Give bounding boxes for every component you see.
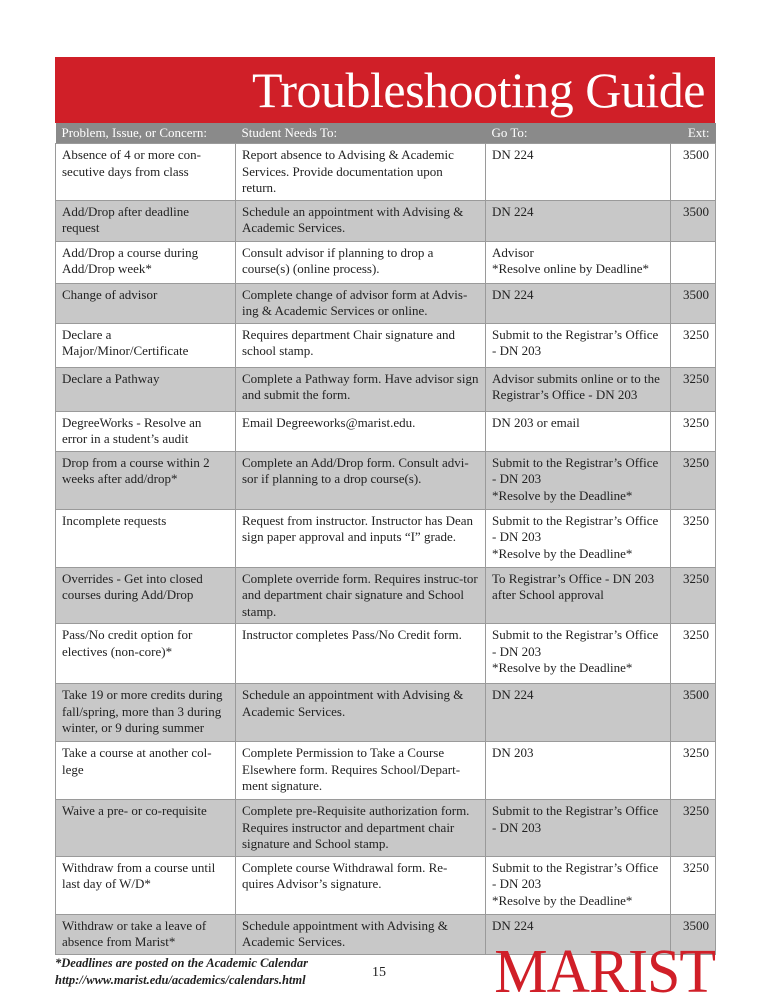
table-row	[56, 624, 716, 684]
problem-cell: Withdraw or take a leave of absence from Marist*	[56, 914, 236, 954]
action-cell: Request from instructor. Instructor has Dean sign paper approval and inputs “I” grade.	[236, 509, 486, 567]
ext-cell: 3250	[671, 856, 716, 914]
problem-cell: DegreeWorks - Resolve an error in a student’s audit	[56, 411, 236, 451]
action-cell: Report absence to Advising & Academic Services. Provide documentation upon return.	[236, 144, 486, 201]
page-title: Troubleshooting Guide	[252, 62, 705, 118]
goto-cell: Submit to the Registrar’s Office - DN 203	[486, 323, 671, 367]
table-row	[56, 283, 716, 323]
goto-cell: DN 224	[486, 914, 671, 954]
marist-logo: MARIST	[494, 936, 715, 1006]
problem-cell: Change of advisor	[56, 283, 236, 323]
ext-cell: 3500	[671, 144, 716, 201]
table-row	[56, 567, 716, 624]
table-row	[56, 411, 716, 451]
action-cell: Complete an Add/Drop form. Consult advi-sor if planning to a drop course(s).	[236, 451, 486, 509]
ext-cell: 3500	[671, 914, 716, 954]
ext-cell: 3250	[671, 800, 716, 857]
table-row	[56, 367, 716, 411]
goto-cell: DN 203	[486, 742, 671, 800]
action-cell: Schedule appointment with Advising & Academic Services.	[236, 914, 486, 954]
page-number: 15	[372, 965, 386, 980]
ext-cell: 3250	[671, 367, 716, 411]
calendar-link[interactable]: http://www.marist.edu/academics/calendars.html	[55, 973, 306, 987]
goto-cell: DN 203 or email	[486, 411, 671, 451]
action-cell: Complete override form. Requires instruc-tor and department chair signature and School stamp.	[236, 567, 486, 624]
ext-cell: 3500	[671, 684, 716, 742]
problem-cell: Add/Drop a course during Add/Drop week*	[56, 241, 236, 283]
action-cell: Consult advisor if planning to drop a course(s) (online process).	[236, 241, 486, 283]
action-cell: Complete change of advisor form at Advis-ing & Academic Services or online.	[236, 283, 486, 323]
problem-cell: Pass/No credit option for electives (non-core)*	[56, 624, 236, 684]
table-row	[56, 144, 716, 201]
goto-cell: Advisor *Resolve online by Deadline*	[486, 241, 671, 283]
goto-cell: To Registrar’s Office - DN 203 after School approval	[486, 567, 671, 624]
goto-cell: Submit to the Registrar’s Office - DN 203 *Resolve by the Deadline*	[486, 451, 671, 509]
footnote-text: *Deadlines are posted on the Academic Calendar	[55, 956, 308, 970]
goto-cell: Submit to the Registrar’s Office - DN 203 *Resolve by the Deadline*	[486, 509, 671, 567]
table-row	[56, 742, 716, 800]
table-row	[56, 509, 716, 567]
action-cell: Email Degreeworks@marist.edu.	[236, 411, 486, 451]
problem-cell: Incomplete requests	[56, 509, 236, 567]
problem-cell: Overrides - Get into closed courses during Add/Drop	[56, 567, 236, 624]
table-row	[56, 241, 716, 283]
goto-cell: DN 224	[486, 200, 671, 241]
goto-cell: Submit to the Registrar’s Office - DN 203	[486, 800, 671, 857]
column-header-goto: Go To:	[486, 123, 671, 144]
goto-cell: DN 224	[486, 283, 671, 323]
problem-cell: Add/Drop after deadline request	[56, 200, 236, 241]
ext-cell: 3500	[671, 200, 716, 241]
action-cell: Complete a Pathway form. Have advisor sign and submit the form.	[236, 367, 486, 411]
title-banner	[55, 57, 715, 123]
ext-cell: 3250	[671, 742, 716, 800]
problem-cell: Drop from a course within 2 weeks after add/drop*	[56, 451, 236, 509]
column-header-ext: Ext:	[671, 123, 716, 144]
ext-cell: 3250	[671, 509, 716, 567]
problem-cell: Absence of 4 or more con-secutive days from class	[56, 144, 236, 201]
problem-cell: Declare a Pathway	[56, 367, 236, 411]
problem-cell: Withdraw from a course until last day of W/D*	[56, 856, 236, 914]
goto-cell: Submit to the Registrar’s Office - DN 203 *Resolve by the Deadline*	[486, 856, 671, 914]
action-cell: Schedule an appointment with Advising & Academic Services.	[236, 200, 486, 241]
ext-cell: 3500	[671, 283, 716, 323]
ext-cell: 3250	[671, 567, 716, 624]
goto-cell: Advisor submits online or to the Registrar’s Office - DN 203	[486, 367, 671, 411]
troubleshooting-table	[55, 123, 716, 955]
problem-cell: Take 19 or more credits during fall/spring, more than 3 during winter, or 9 during summer	[56, 684, 236, 742]
goto-cell: DN 224	[486, 684, 671, 742]
action-cell: Schedule an appointment with Advising & Academic Services.	[236, 684, 486, 742]
action-cell: Complete course Withdrawal form. Re-quires Advisor’s signature.	[236, 856, 486, 914]
table-row	[56, 800, 716, 857]
ext-cell	[671, 241, 716, 283]
header-row	[56, 123, 716, 144]
problem-cell: Declare a Major/Minor/Certificate	[56, 323, 236, 367]
column-header-action: Student Needs To:	[236, 123, 486, 144]
table-row	[56, 451, 716, 509]
action-cell: Instructor completes Pass/No Credit form.	[236, 624, 486, 684]
ext-cell: 3250	[671, 411, 716, 451]
action-cell: Requires department Chair signature and school stamp.	[236, 323, 486, 367]
goto-cell: Submit to the Registrar’s Office - DN 203 *Resolve by the Deadline*	[486, 624, 671, 684]
table-row	[56, 684, 716, 742]
table-row	[56, 200, 716, 241]
action-cell: Complete Permission to Take a Course Elsewhere form. Requires School/Depart-ment signature.	[236, 742, 486, 800]
column-header-problem: Problem, Issue, or Concern:	[56, 123, 236, 144]
footnote	[55, 955, 308, 989]
ext-cell: 3250	[671, 323, 716, 367]
ext-cell: 3250	[671, 451, 716, 509]
problem-cell: Waive a pre- or co-requisite	[56, 800, 236, 857]
problem-cell: Take a course at another col-lege	[56, 742, 236, 800]
table-row	[56, 856, 716, 914]
goto-cell: DN 224	[486, 144, 671, 201]
table-row	[56, 323, 716, 367]
action-cell: Complete pre-Requisite authorization form. Requires instructor and department chair signature and School stamp.	[236, 800, 486, 857]
ext-cell: 3250	[671, 624, 716, 684]
